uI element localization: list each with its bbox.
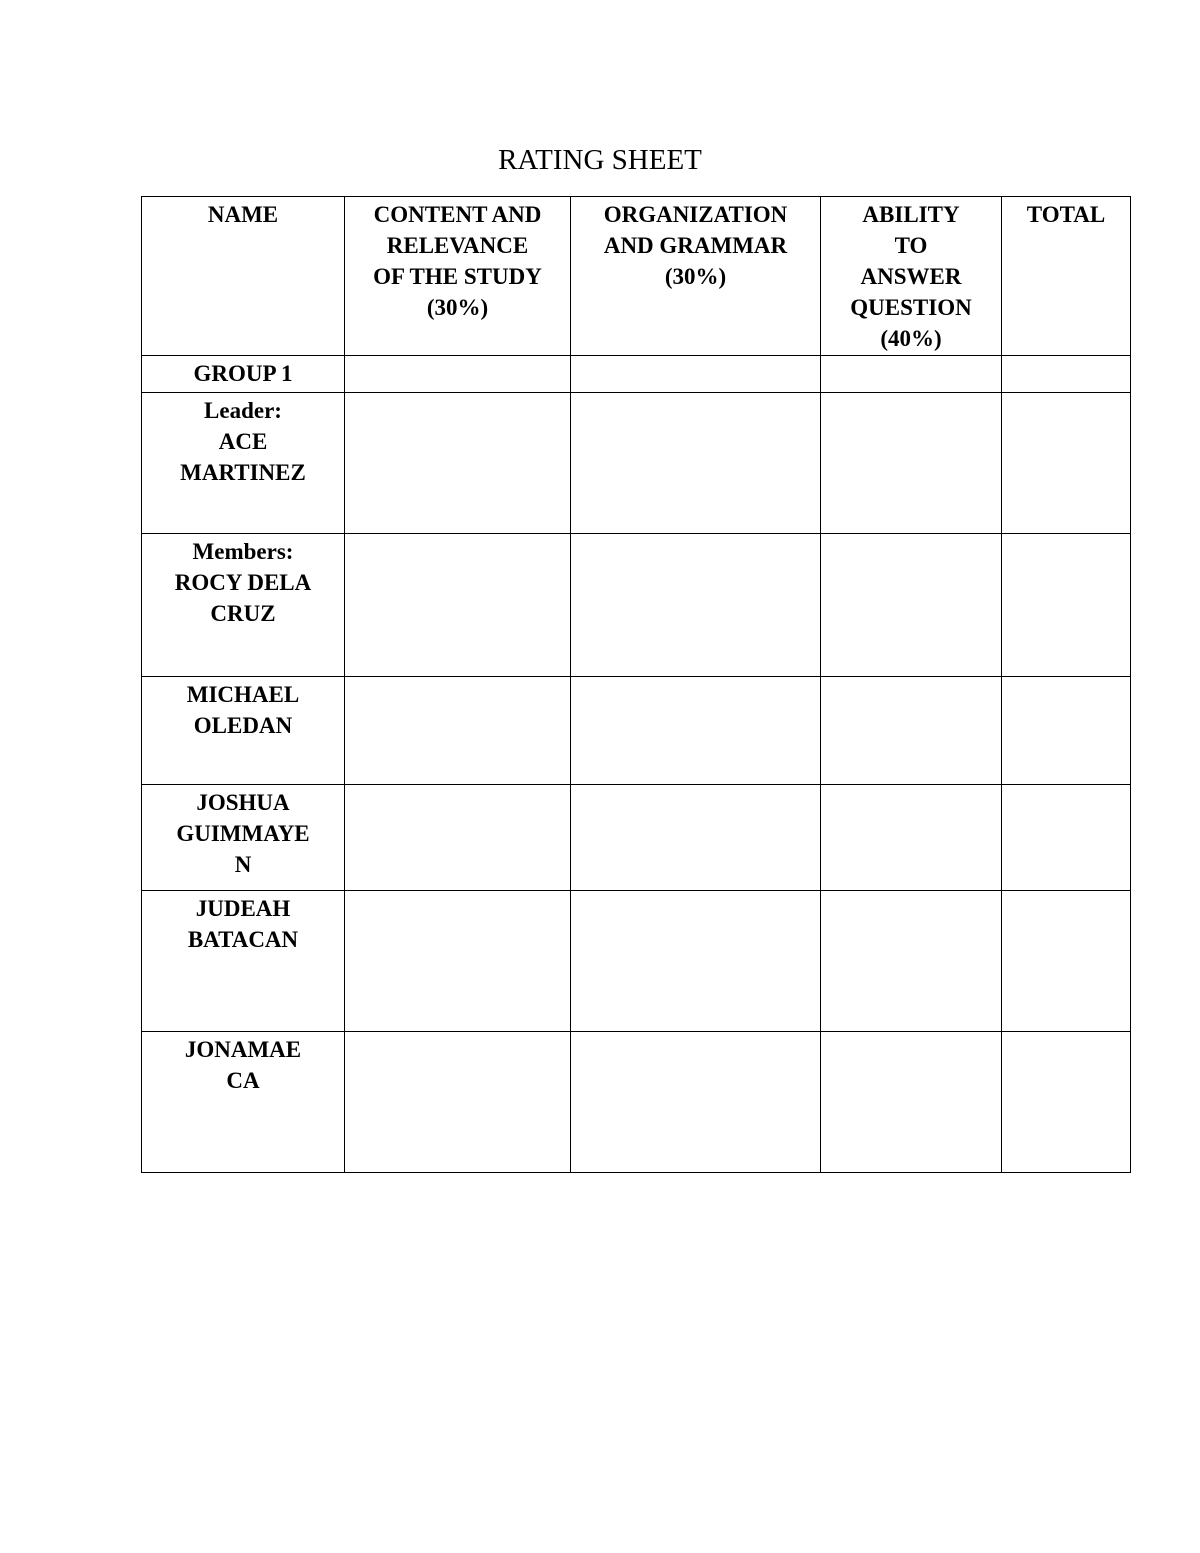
- table-row-members: [142, 534, 1131, 677]
- ability-score-cell: [821, 393, 1002, 534]
- name-cell-judeah: JUDEAH BATACAN: [142, 891, 345, 1032]
- total-score-cell: [1002, 1032, 1131, 1173]
- header-organization-grammar: ORGANIZATION AND GRAMMAR (30%): [571, 197, 821, 356]
- ability-score-cell: [821, 891, 1002, 1032]
- total-score-cell: [1002, 356, 1131, 393]
- content-score-cell: [345, 356, 571, 393]
- ability-score-cell: [821, 1032, 1002, 1173]
- organization-score-cell: [571, 1032, 821, 1173]
- organization-score-cell: [571, 785, 821, 891]
- content-score-cell: [345, 1032, 571, 1173]
- organization-score-cell: [571, 393, 821, 534]
- organization-score-cell: [571, 677, 821, 785]
- ability-score-cell: [821, 677, 1002, 785]
- rating-table: [141, 196, 1131, 1173]
- name-cell-leader: Leader: ACE MARTINEZ: [142, 393, 345, 534]
- table-row-group: [142, 356, 1131, 393]
- page-title: RATING SHEET: [498, 144, 702, 176]
- header-content-relevance: CONTENT AND RELEVANCE OF THE STUDY (30%): [345, 197, 571, 356]
- name-cell-jonamae: JONAMAE CA: [142, 1032, 345, 1173]
- organization-score-cell: [571, 891, 821, 1032]
- name-cell-group: GROUP 1: [142, 356, 345, 393]
- total-score-cell: [1002, 393, 1131, 534]
- name-cell-joshua: JOSHUA GUIMMAYE N: [142, 785, 345, 891]
- content-score-cell: [345, 785, 571, 891]
- organization-score-cell: [571, 534, 821, 677]
- table-row-jonamae: [142, 1032, 1131, 1173]
- total-score-cell: [1002, 677, 1131, 785]
- header-ability-to-answer: ABILITY TO ANSWER QUESTION (40%): [821, 197, 1002, 356]
- total-score-cell: [1002, 534, 1131, 677]
- table-row-joshua: [142, 785, 1131, 891]
- content-score-cell: [345, 534, 571, 677]
- content-score-cell: [345, 393, 571, 534]
- header-row: [142, 197, 1131, 356]
- organization-score-cell: [571, 356, 821, 393]
- header-total: TOTAL: [1002, 197, 1131, 356]
- name-cell-michael: MICHAEL OLEDAN: [142, 677, 345, 785]
- ability-score-cell: [821, 785, 1002, 891]
- table-row-judeah: [142, 891, 1131, 1032]
- total-score-cell: [1002, 785, 1131, 891]
- header-name: NAME: [142, 197, 345, 356]
- name-cell-members: Members: ROCY DELA CRUZ: [142, 534, 345, 677]
- table-row-leader: [142, 393, 1131, 534]
- total-score-cell: [1002, 891, 1131, 1032]
- table-row-michael: [142, 677, 1131, 785]
- content-score-cell: [345, 677, 571, 785]
- content-score-cell: [345, 891, 571, 1032]
- ability-score-cell: [821, 356, 1002, 393]
- ability-score-cell: [821, 534, 1002, 677]
